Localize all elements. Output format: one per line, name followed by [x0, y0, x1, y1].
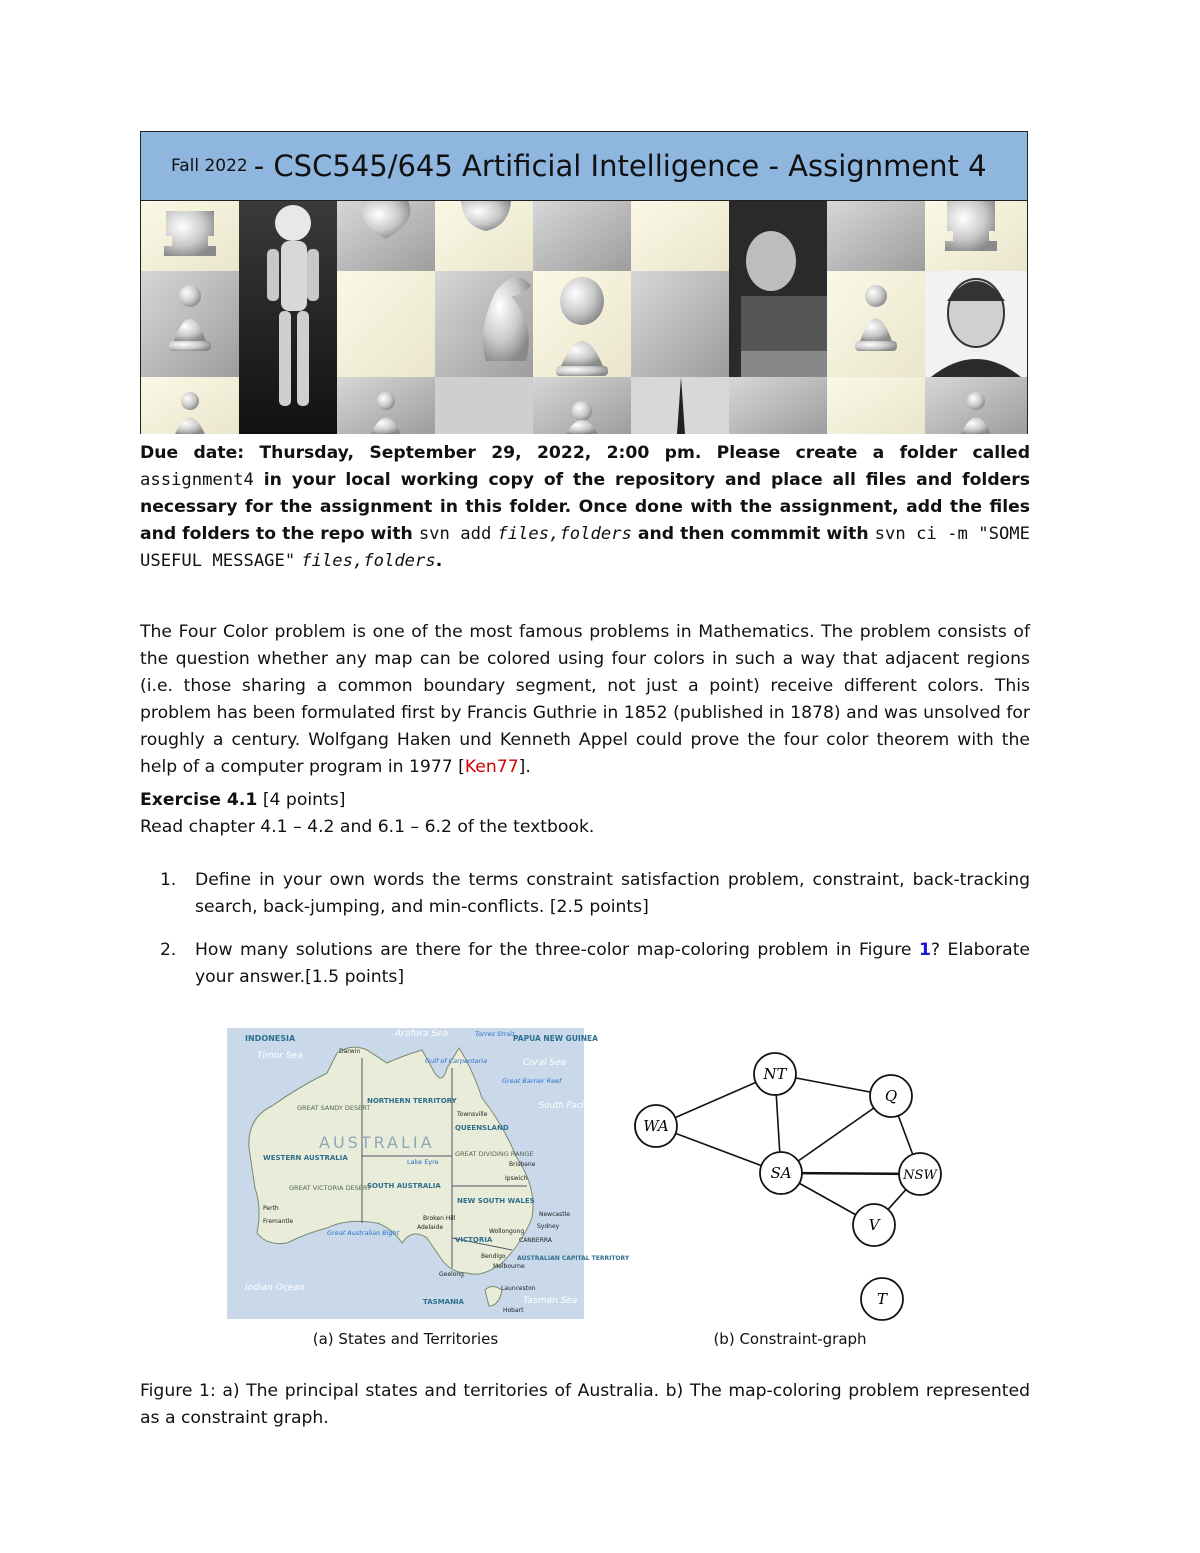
city-label: Geelong — [439, 1271, 464, 1278]
due-text-4: . — [435, 551, 443, 571]
graph-node-label: Q — [884, 1087, 898, 1105]
city-label: Perth — [263, 1205, 279, 1212]
map-region: VICTORIA — [455, 1236, 493, 1244]
city-label: CANBERRA — [519, 1237, 552, 1244]
graph-node-v — [853, 1204, 895, 1246]
exercise-points: [4 points] — [257, 790, 346, 810]
intro-end: ]. — [518, 757, 531, 777]
map-lake: Lake Eyre — [407, 1158, 439, 1166]
figure-reference-link[interactable]: 1 — [918, 940, 931, 960]
due-date-paragraph — [140, 440, 1030, 575]
due-text-1: Due date: Thursday, September 29, 2022, 2:00 pm. Please create a folder called — [140, 443, 1030, 463]
figure-caption-text: a) The principal states and territories of Australia. b) The map-coloring problem represented as a constraint graph. — [140, 1381, 1030, 1428]
chess-collage — [141, 201, 1027, 434]
map-label: Tasman Sea — [523, 1296, 578, 1306]
graph-node-wa — [635, 1105, 677, 1147]
city-label: Adelaide — [417, 1224, 444, 1231]
australia-map — [227, 1028, 630, 1319]
due-text-3: and then commmit with — [631, 524, 875, 544]
city-label: Melbourne — [493, 1263, 525, 1270]
map-desert: GREAT VICTORIA DESERT — [289, 1184, 371, 1192]
map-label: INDONESIA — [245, 1034, 296, 1043]
graph-node-label: V — [868, 1216, 880, 1234]
due-text-2: in your local working copy of the repository and place all files and folders necessary for the assignment in this folder. Once done with the assignment, add the files and folders to the repo with — [140, 470, 1030, 544]
figure-caption — [140, 1378, 1030, 1432]
intro-text: The Four Color problem is one of the most famous problems in Mathematics. The problem consists of the question whether any map can be colored using four colors in such a way that adjacent regions (i.e. those sharing a common boundary segment, not just a point) receive different colors. This problem has been formulated first by Francis Guthrie in 1852 (published in 1878) and was unsolved for roughly a century. Wolfgang Haken und Kenneth Appel could prove the four color theorem with the help of a computer program in 1977 [ — [140, 622, 1030, 777]
city-label: Broken Hill — [423, 1215, 456, 1222]
graph-node-q — [870, 1075, 912, 1117]
svn-add-command: svn add — [418, 524, 492, 544]
question-number: 1. — [160, 870, 177, 890]
city-label: Hobart — [503, 1307, 524, 1314]
city-label: Newcastle — [539, 1211, 570, 1218]
map-region: NEW SOUTH WALES — [457, 1197, 535, 1205]
folder-name: assignment4 — [140, 470, 254, 490]
svn-commit-command: svn ci -m "SOME USEFUL MESSAGE" — [140, 524, 1031, 571]
map-label: PAPUA NEW GUINEA — [513, 1034, 598, 1043]
graph-node-label: T — [876, 1290, 888, 1308]
question-text — [195, 937, 1030, 991]
question-number: 2. — [160, 940, 177, 960]
map-region: AUSTRALIAN CAPITAL TERRITORY — [517, 1255, 630, 1262]
city-label: Launceston — [501, 1285, 536, 1292]
map-region: WESTERN AUSTRALIA — [263, 1154, 348, 1162]
graph-node-label: NSW — [903, 1168, 937, 1183]
citation-link[interactable]: Ken77 — [464, 757, 519, 777]
intro-paragraph — [140, 619, 1030, 781]
city-label: Townsville — [457, 1111, 488, 1118]
map-label: Torres Strait — [475, 1030, 515, 1038]
subcaption-a: (a) States and Territories — [312, 1330, 499, 1348]
map-region: NORTHERN TERRITORY — [367, 1097, 457, 1105]
question-text-pre: How many solutions are there for the three-color map-coloring problem in Figure — [195, 940, 919, 960]
graph-node-sa — [760, 1152, 802, 1194]
exercise-heading: Exercise 4.1 — [140, 790, 258, 810]
map-label: Timor Sea — [257, 1051, 303, 1061]
city-label: Sydney — [537, 1223, 560, 1230]
map-desert: GREAT SANDY DESERT — [297, 1104, 371, 1112]
city-label: Bendigo — [481, 1253, 506, 1260]
graph-node-label: WA — [643, 1117, 669, 1135]
question-text: Define in your own words the terms constraint satisfaction problem, constraint, back-tracking search, back-jumping, and min-conflicts. [2.5 points] — [195, 870, 1030, 917]
city-label: Fremantle — [263, 1218, 294, 1225]
svn-commit-args: files,folders — [301, 551, 436, 571]
constraint-graph — [620, 1038, 960, 1328]
map-label: Indian Ocean — [245, 1283, 305, 1293]
title-bar — [140, 131, 1028, 201]
city-label: Ipswich — [505, 1175, 528, 1182]
exercise-reading: Read chapter 4.1 – 4.2 and 6.1 – 6.2 of the textbook. — [140, 817, 595, 837]
city-label: Darwin — [339, 1048, 361, 1055]
banner-image — [140, 201, 1028, 434]
portrait-photo — [925, 271, 1027, 377]
graph-node-t — [861, 1278, 903, 1320]
term-label: Fall 2022 — [171, 156, 248, 176]
map-region: SOUTH AUSTRALIA — [367, 1182, 441, 1190]
question-text-post: ? Elaborate your answer.[1.5 points] — [195, 940, 1031, 987]
map-country-label: AUSTRALIA — [319, 1133, 435, 1152]
city-label: Wollongong — [489, 1228, 525, 1235]
chess-player-photo — [729, 201, 827, 377]
svn-add-args: files,folders — [497, 524, 632, 544]
exercise-block — [140, 787, 1030, 841]
graph-node-nsw — [899, 1153, 941, 1195]
robot-photo — [239, 201, 337, 434]
map-region: TASMANIA — [423, 1298, 464, 1306]
graph-node-nt — [754, 1053, 796, 1095]
constraint-graph-svg — [620, 1038, 960, 1328]
map-label: Arafura Sea — [395, 1029, 449, 1039]
map-label: Great Australian Bight — [327, 1229, 400, 1237]
map-desert: GREAT DIVIDING RANGE — [455, 1150, 534, 1158]
city-label: Brisbane — [509, 1161, 536, 1168]
map-region: QUEENSLAND — [455, 1124, 509, 1132]
graph-node-label: NT — [763, 1065, 787, 1083]
graph-node-label: SA — [770, 1164, 792, 1182]
subcaption-b: (b) Constraint-graph — [713, 1330, 867, 1348]
map-label: Coral Sea — [523, 1058, 567, 1068]
map-label: Gulf of Carpentaria — [425, 1057, 488, 1065]
map-label: Great Barrier Reef — [502, 1077, 562, 1085]
page-title: - CSC545/645 Artificial Intelligence - Assignment 4 — [253, 149, 987, 183]
map-label: South Pacific Ocean — [539, 1101, 624, 1111]
figure-label: Figure 1: — [140, 1381, 216, 1401]
